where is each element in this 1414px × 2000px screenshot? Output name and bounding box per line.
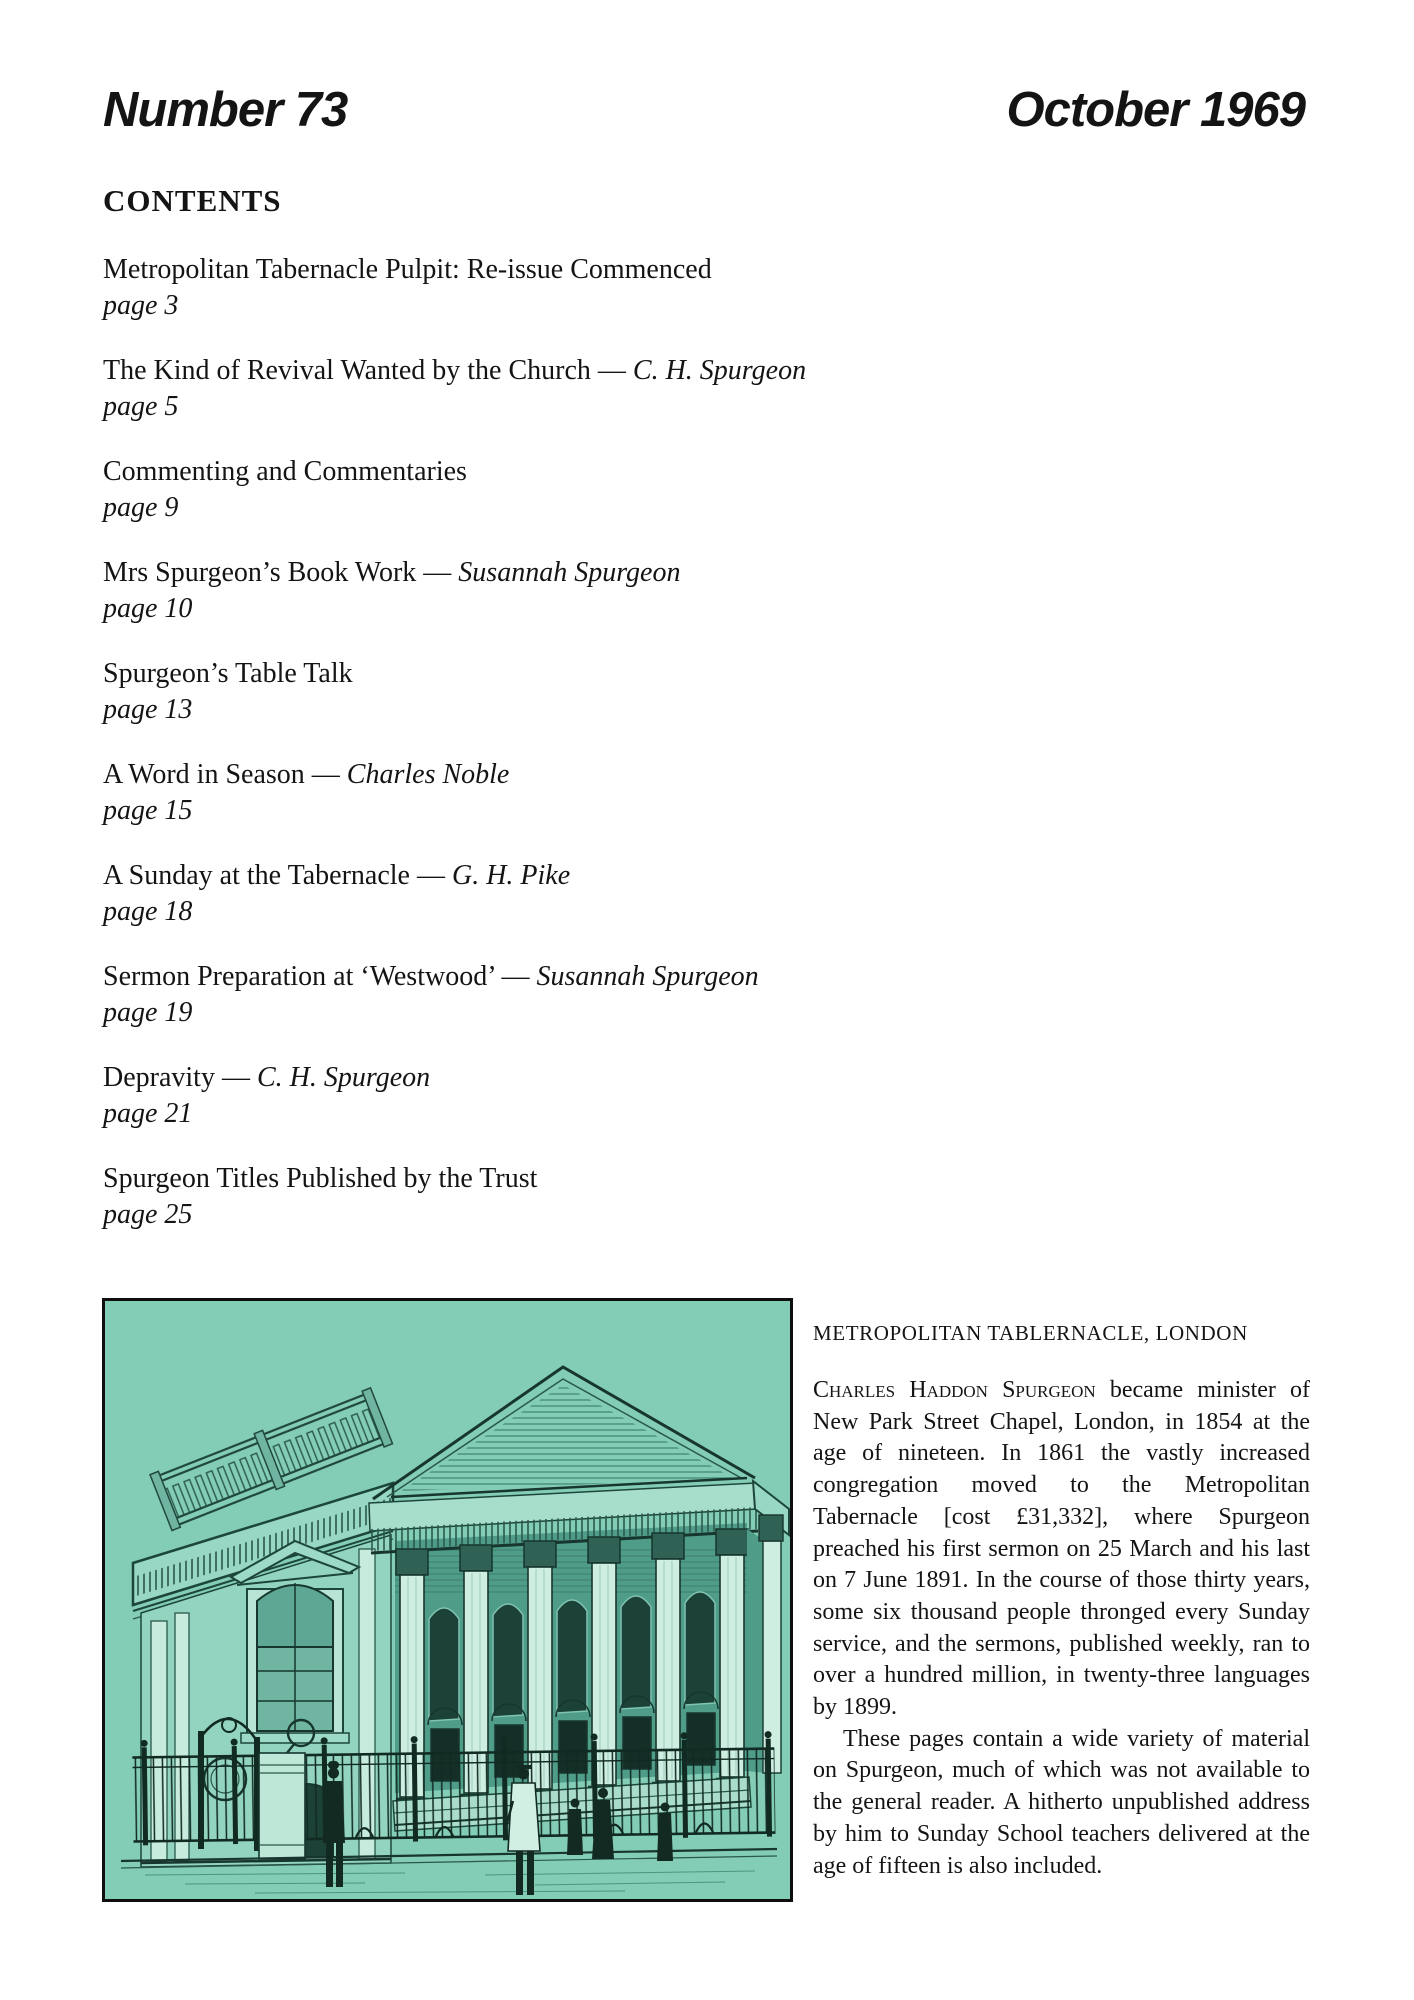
entry-title xyxy=(103,353,1083,389)
entry-title xyxy=(103,454,1083,490)
intro-paragraph-rest: became minister of New Park Street Chapel, London, in 1854 at the age of nineteen. In 1861 the vastly increased congregation moved to the Metropolitan Tabernacle [cost £31,332], where Spurgeon preached his first sermon on 25 March and his last on 7 June 1891. In the course of those thirty years, some six thousand people thronged every Sunday service, and the sermons, published weekly, ran to over a hundred million, in twenty-three languages by 1899. xyxy=(813,1377,1310,1721)
aside-column xyxy=(813,1320,1310,1882)
intro-paragraph-lead: Charles Haddon Spurgeon xyxy=(813,1377,1096,1403)
entry-author: C. H. Spurgeon xyxy=(632,355,807,386)
entry-title xyxy=(103,1161,1083,1197)
entry-separator: — xyxy=(214,1062,257,1093)
entry-page-ref: page 13 xyxy=(103,694,193,725)
second-paragraph: These pages contain a wide variety of material on Spurgeon, much of which was not available to the general reader. A hitherto unpublished address by him to Sunday School teachers delivered at the age of fifteen is also included. xyxy=(813,1725,1310,1879)
entry-title-text: Commenting and Commentaries xyxy=(103,456,467,487)
entry-title-text: Depravity xyxy=(103,1062,215,1093)
entry-page-ref: page 15 xyxy=(103,795,193,826)
entry-author: Susannah Spurgeon xyxy=(458,557,681,588)
masthead xyxy=(103,84,1305,138)
entry-author: Susannah Spurgeon xyxy=(536,961,759,992)
entry-separator: — xyxy=(416,557,459,588)
entry-page-ref: page 21 xyxy=(103,1098,193,1129)
contents-entry xyxy=(103,959,1083,1031)
contents-entry xyxy=(103,858,1083,930)
entry-title-text: Mrs Spurgeon’s Book Work xyxy=(103,557,417,588)
tabernacle-engraving xyxy=(105,1301,790,1899)
contents-entry xyxy=(103,555,1083,627)
entry-separator: — xyxy=(304,759,347,790)
entry-title xyxy=(103,656,1083,692)
entry-separator: — xyxy=(494,961,537,992)
contents-entry xyxy=(103,353,1083,425)
entry-title-text: Spurgeon Titles Published by the Trust xyxy=(103,1163,538,1194)
contents-heading: CONTENTS xyxy=(103,183,282,218)
contents-entry xyxy=(103,252,1083,324)
entry-page-ref: page 5 xyxy=(103,391,179,422)
issue-date: October 1969 xyxy=(1006,83,1305,137)
entry-title-text: A Sunday at the Tabernacle xyxy=(103,860,410,891)
contents-list xyxy=(103,252,1083,1262)
entry-title xyxy=(103,1060,1083,1096)
contents-entry xyxy=(103,454,1083,526)
entry-title xyxy=(103,555,1083,591)
entry-title-text: Spurgeon’s Table Talk xyxy=(103,658,353,689)
tabernacle-figure xyxy=(102,1298,793,1902)
contents-entry xyxy=(103,1060,1083,1132)
contents-entry xyxy=(103,1161,1083,1233)
entry-page-ref: page 25 xyxy=(103,1199,193,1230)
entry-title xyxy=(103,252,1083,288)
entry-page-ref: page 10 xyxy=(103,593,193,624)
entry-title-text: Metropolitan Tabernacle Pulpit: Re-issue Commenced xyxy=(103,254,712,285)
entry-title-text: A Word in Season xyxy=(103,759,305,790)
figure-caption: METROPOLITAN TABLERNACLE, LONDON xyxy=(813,1321,1248,1345)
entry-title-text: Sermon Preparation at ‘Westwood’ xyxy=(103,961,495,992)
entry-author: C. H. Spurgeon xyxy=(256,1062,431,1093)
entry-author: Charles Noble xyxy=(346,759,510,790)
entry-page-ref: page 18 xyxy=(103,896,193,927)
entry-page-ref: page 9 xyxy=(103,492,179,523)
entry-page-ref: page 3 xyxy=(103,290,179,321)
entry-title xyxy=(103,757,1083,793)
contents-entry xyxy=(103,757,1083,829)
entry-separator: — xyxy=(409,860,452,891)
intro-text xyxy=(813,1375,1310,1882)
entry-separator: — xyxy=(590,355,633,386)
contents-entry xyxy=(103,656,1083,728)
entry-page-ref: page 19 xyxy=(103,997,193,1028)
intro-paragraph xyxy=(813,1375,1310,1724)
entry-title-text: The Kind of Revival Wanted by the Church xyxy=(103,355,591,386)
issue-number: Number 73 xyxy=(103,83,348,137)
entry-title xyxy=(103,959,1083,995)
entry-title xyxy=(103,858,1083,894)
entry-author: G. H. Pike xyxy=(451,860,571,891)
